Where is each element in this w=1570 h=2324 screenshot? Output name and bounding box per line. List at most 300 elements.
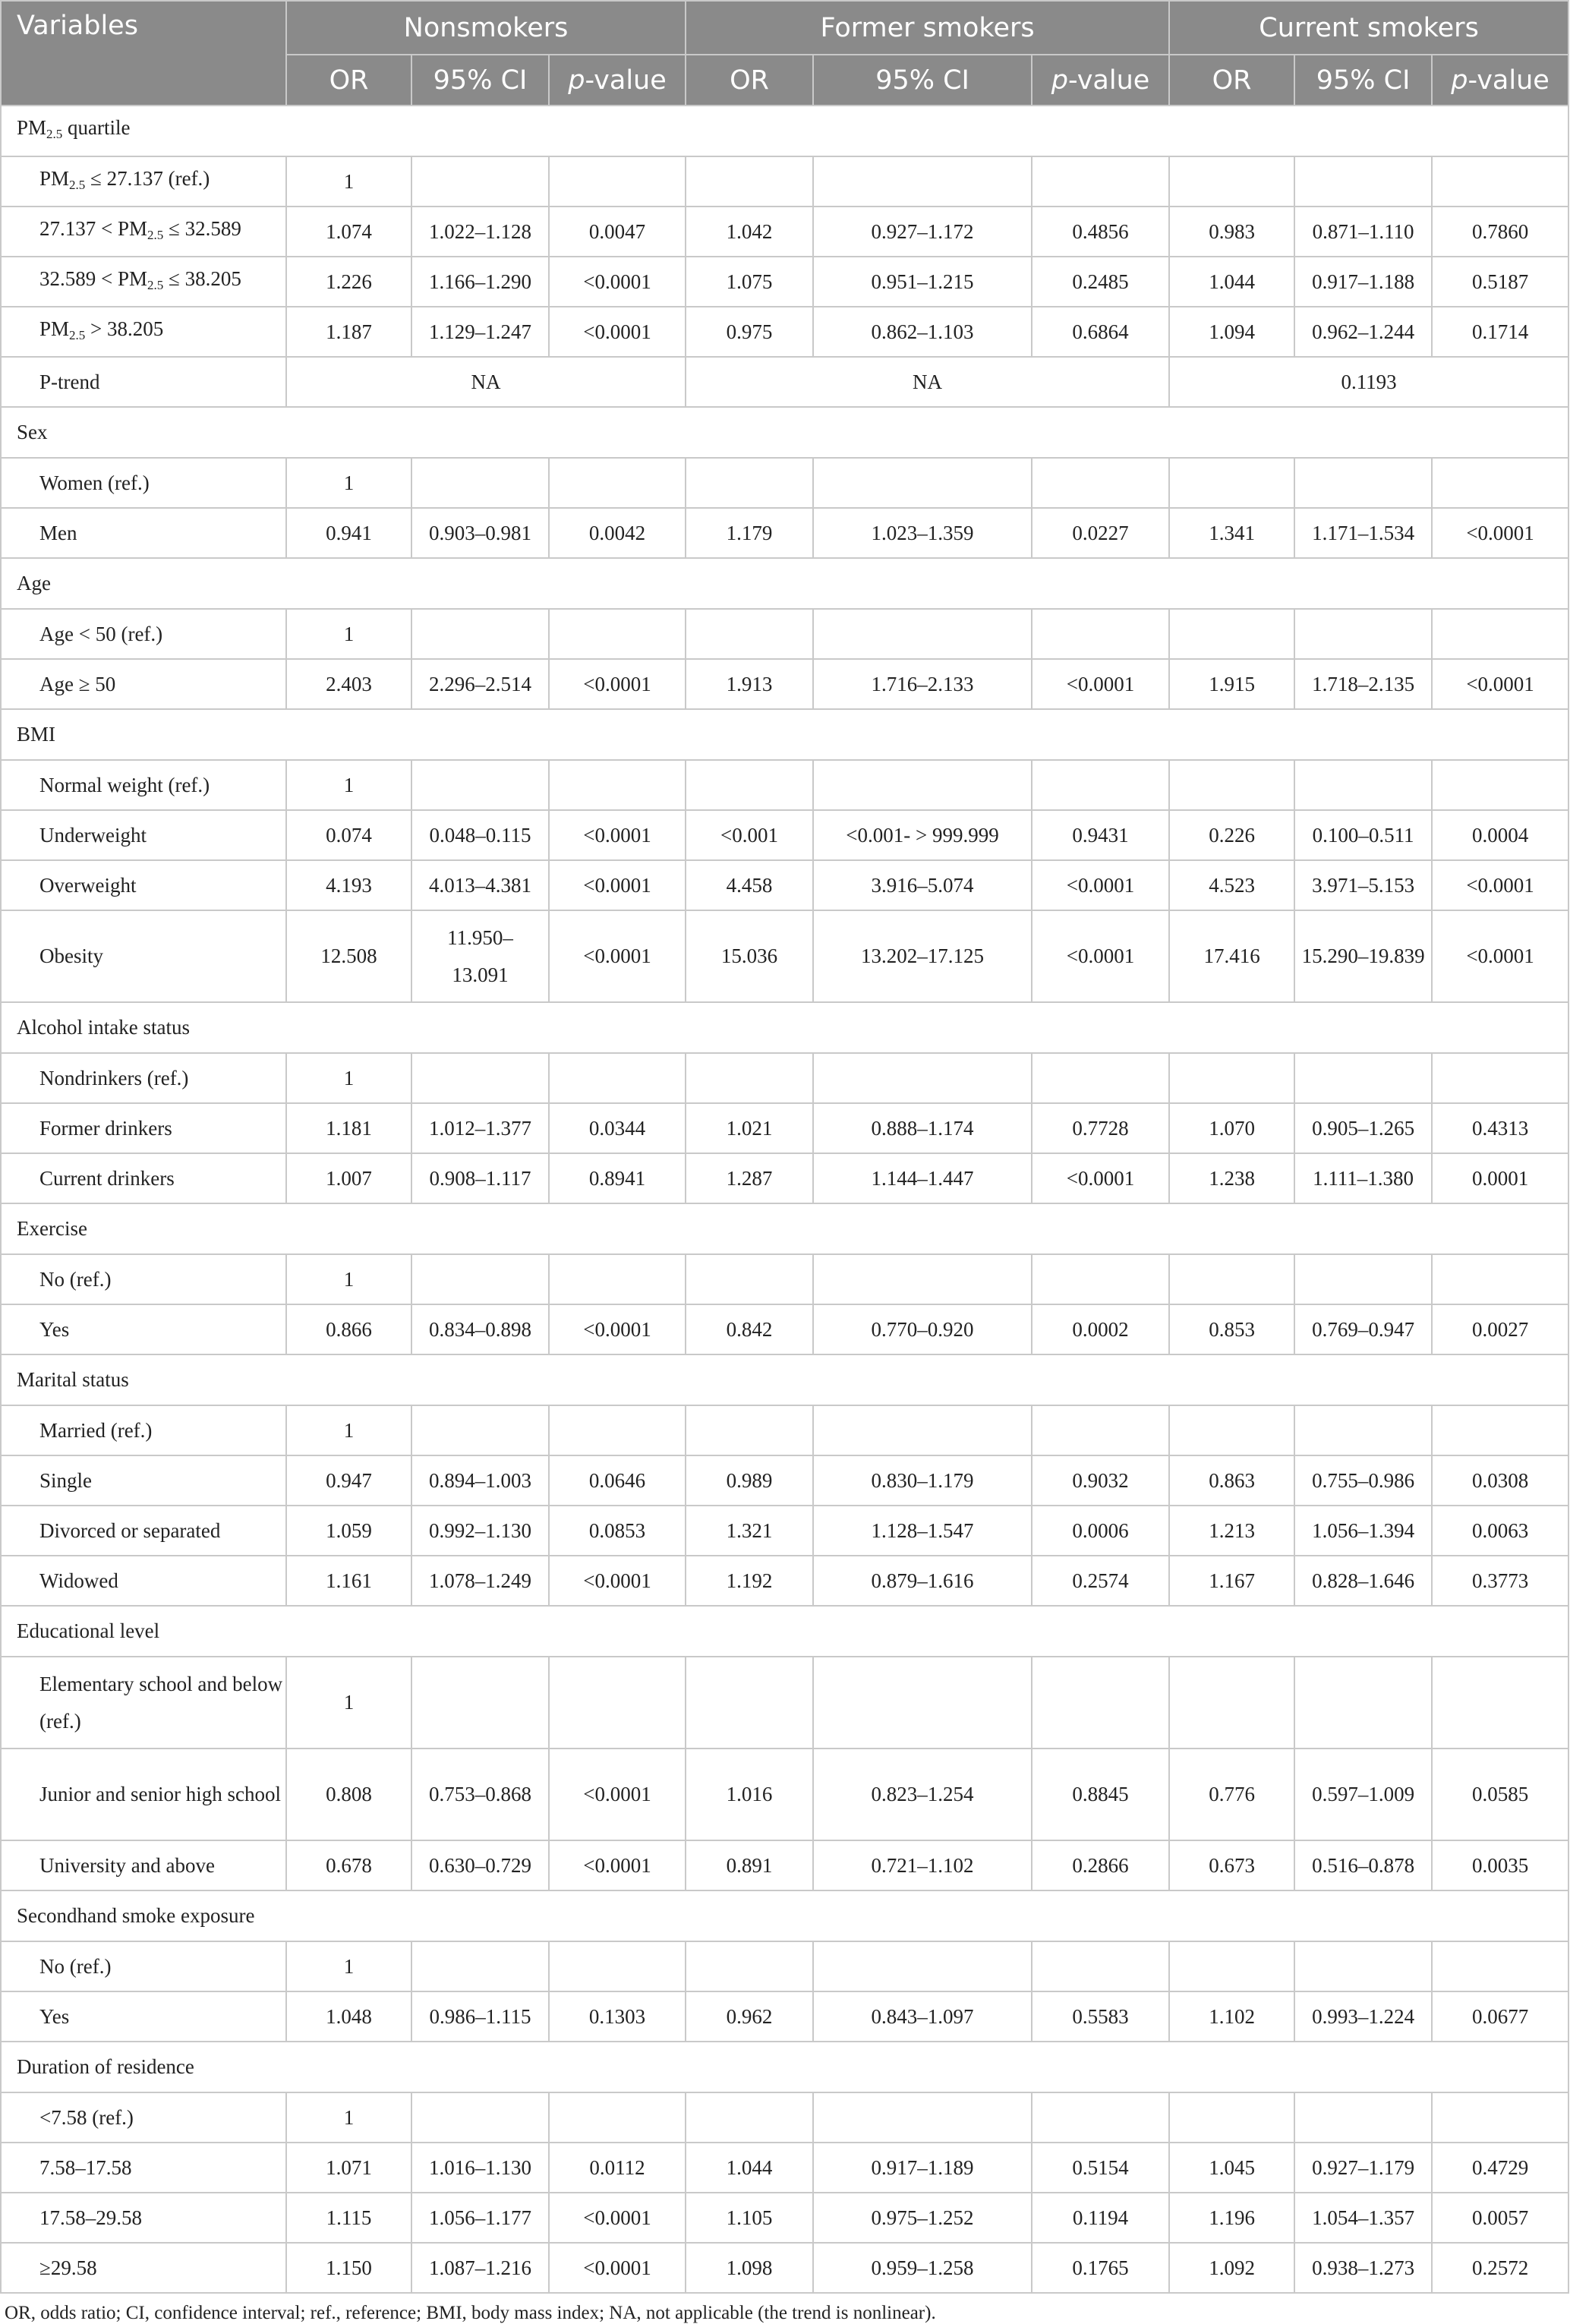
value-cell: 1.238 (1169, 1153, 1294, 1203)
value-cell: 1 (286, 609, 411, 659)
value-cell: 0.516–0.878 (1294, 1840, 1432, 1890)
value-cell: 1.171–1.534 (1294, 508, 1432, 558)
variables-header: Variables (1, 1, 286, 106)
value-cell: 0.4729 (1432, 2143, 1568, 2193)
subheader-p-value (1032, 55, 1169, 106)
value-cell (1294, 2092, 1432, 2143)
value-cell: 1.092 (1169, 2243, 1294, 2293)
value-cell: 1.213 (1169, 1506, 1294, 1556)
value-cell: 0.0006 (1032, 1506, 1169, 1556)
value-cell (549, 1941, 686, 1991)
value-cell: 1.115 (286, 2193, 411, 2243)
value-cell: 1.087–1.216 (411, 2243, 549, 2293)
value-cell (686, 609, 813, 659)
value-cell: 1 (286, 1657, 411, 1749)
row-label: Junior and senior high school (1, 1749, 286, 1840)
value-cell: 0.992–1.130 (411, 1506, 549, 1556)
value-cell: 1.016–1.130 (411, 2143, 549, 2193)
value-cell: <0.0001 (1432, 508, 1568, 558)
value-cell: 1.102 (1169, 1991, 1294, 2042)
section-title: Age (1, 558, 1568, 609)
value-cell (1294, 156, 1432, 207)
value-cell: 2.403 (286, 659, 411, 709)
value-cell: <0.0001 (549, 257, 686, 307)
value-cell (1169, 156, 1294, 207)
value-cell: <0.0001 (549, 1840, 686, 1890)
group-header-former-smokers: Former smokers (686, 1, 1169, 55)
value-cell (549, 1405, 686, 1455)
value-cell: 0.0344 (549, 1103, 686, 1153)
p-trend-cell: NA (286, 357, 686, 407)
p-trend-cell: NA (686, 357, 1169, 407)
row-label: Yes (1, 1991, 286, 2042)
value-cell: 0.770–0.920 (813, 1304, 1032, 1354)
value-cell: 0.630–0.729 (411, 1840, 549, 1890)
value-cell: 0.862–1.103 (813, 307, 1032, 357)
value-cell: <0.0001 (549, 860, 686, 910)
table-row (1, 307, 1568, 357)
value-cell: 1.167 (1169, 1556, 1294, 1606)
value-cell (1294, 1053, 1432, 1103)
value-cell: 0.959–1.258 (813, 2243, 1032, 2293)
value-cell: 0.100–0.511 (1294, 810, 1432, 860)
value-cell (686, 156, 813, 207)
value-cell: 0.226 (1169, 810, 1294, 860)
value-cell (1432, 1053, 1568, 1103)
value-cell (686, 1254, 813, 1304)
value-cell (813, 609, 1032, 659)
value-cell: 0.9032 (1032, 1455, 1169, 1506)
value-cell: 0.0001 (1432, 1153, 1568, 1203)
value-cell: 0.975–1.252 (813, 2193, 1032, 2243)
value-cell: 0.853 (1169, 1304, 1294, 1354)
value-cell: 1.094 (1169, 307, 1294, 357)
value-cell (549, 458, 686, 508)
p-value-suffix: -value (1468, 65, 1550, 96)
value-cell: 0.9431 (1032, 810, 1169, 860)
value-cell: <0.0001 (549, 910, 686, 1002)
value-cell (1294, 1254, 1432, 1304)
value-cell: 1.181 (286, 1103, 411, 1153)
value-cell: 0.678 (286, 1840, 411, 1890)
value-cell: 0.843–1.097 (813, 1991, 1032, 2042)
value-cell: 0.823–1.254 (813, 1749, 1032, 1840)
value-cell: 1.007 (286, 1153, 411, 1203)
value-cell (549, 1053, 686, 1103)
value-cell: <0.0001 (549, 810, 686, 860)
value-cell (549, 760, 686, 810)
table-row (1, 257, 1568, 307)
value-cell: 0.905–1.265 (1294, 1103, 1432, 1153)
value-cell: <0.001- > 999.999 (813, 810, 1032, 860)
value-cell: 1.012–1.377 (411, 1103, 549, 1153)
value-cell: 0.2866 (1032, 1840, 1169, 1890)
value-cell: 2.296–2.514 (411, 659, 549, 709)
value-cell (411, 1053, 549, 1103)
value-cell: 1.070 (1169, 1103, 1294, 1153)
table-row (1, 1405, 1568, 1455)
value-cell: 0.0057 (1432, 2193, 1568, 2243)
table-body (1, 106, 1568, 2293)
value-cell: 1 (286, 1254, 411, 1304)
p-italic: p (1451, 65, 1468, 96)
value-cell (411, 458, 549, 508)
table-row (1, 910, 1568, 1002)
table-row (1, 1840, 1568, 1890)
row-label: Age ≥ 50 (1, 659, 286, 709)
value-cell: 0.989 (686, 1455, 813, 1506)
value-cell: 0.4856 (1032, 207, 1169, 257)
value-cell (411, 1657, 549, 1749)
value-cell: 1.150 (286, 2243, 411, 2293)
section-title: Sex (1, 407, 1568, 458)
value-cell: 1.179 (686, 508, 813, 558)
value-cell: 1.111–1.380 (1294, 1153, 1432, 1203)
value-cell: 0.917–1.189 (813, 2143, 1032, 2193)
section-row (1, 709, 1568, 760)
group-header-current-smokers: Current smokers (1169, 1, 1568, 55)
value-cell (1169, 1657, 1294, 1749)
value-cell: 0.888–1.174 (813, 1103, 1032, 1153)
value-cell: 0.983 (1169, 207, 1294, 257)
value-cell: 0.975 (686, 307, 813, 357)
row-label: Widowed (1, 1556, 286, 1606)
table-row (1, 1304, 1568, 1354)
value-cell (1169, 1254, 1294, 1304)
subheader-95ci: 95% CI (411, 55, 549, 106)
section-title: Duration of residence (1, 2042, 1568, 2092)
value-cell: <0.0001 (1432, 860, 1568, 910)
value-cell: 4.458 (686, 860, 813, 910)
value-cell (1032, 1657, 1169, 1749)
value-cell (411, 609, 549, 659)
row-label: Former drinkers (1, 1103, 286, 1153)
value-cell: 0.4313 (1432, 1103, 1568, 1153)
value-cell: 0.894–1.003 (411, 1455, 549, 1506)
value-cell: <0.0001 (549, 1749, 686, 1840)
value-cell: 0.941 (286, 508, 411, 558)
value-cell: 0.808 (286, 1749, 411, 1840)
value-cell (1032, 156, 1169, 207)
value-cell: 1 (286, 1053, 411, 1103)
value-cell (686, 2092, 813, 2143)
value-cell (1169, 760, 1294, 810)
value-cell (813, 760, 1032, 810)
table-row (1, 1749, 1568, 1840)
value-cell: 0.753–0.868 (411, 1749, 549, 1840)
value-cell: 0.5583 (1032, 1991, 1169, 2042)
value-cell (411, 2092, 549, 2143)
value-cell: 4.013–4.381 (411, 860, 549, 910)
value-cell (1432, 609, 1568, 659)
table-row (1, 1053, 1568, 1103)
value-cell: 4.193 (286, 860, 411, 910)
table-row (1, 1506, 1568, 1556)
value-cell: <0.0001 (549, 2193, 686, 2243)
value-cell: 0.0004 (1432, 810, 1568, 860)
table-footnote: OR, odds ratio; CI, confidence interval; ref., reference; BMI, body mass index; NA, not applicable (the trend is nonlinear). (5, 2303, 936, 2323)
row-label: Nondrinkers (ref.) (1, 1053, 286, 1103)
value-cell: 0.5154 (1032, 2143, 1169, 2193)
value-cell: 1.716–2.133 (813, 659, 1032, 709)
value-cell (686, 1405, 813, 1455)
value-cell: 0.0112 (549, 2143, 686, 2193)
value-cell: 0.776 (1169, 1749, 1294, 1840)
table-row (1, 156, 1568, 207)
value-cell: 0.917–1.188 (1294, 257, 1432, 307)
value-cell: 1.074 (286, 207, 411, 257)
value-cell (686, 458, 813, 508)
value-cell: <0.0001 (549, 1556, 686, 1606)
value-cell (1294, 1941, 1432, 1991)
value-cell: 0.0646 (549, 1455, 686, 1506)
value-cell: 3.916–5.074 (813, 860, 1032, 910)
table-row (1, 1153, 1568, 1203)
value-cell (1032, 760, 1169, 810)
row-label: Age < 50 (ref.) (1, 609, 286, 659)
value-cell: 0.074 (286, 810, 411, 860)
value-cell (1032, 1941, 1169, 1991)
value-cell (1294, 1405, 1432, 1455)
table-row (1, 2243, 1568, 2293)
table-row (1, 1254, 1568, 1304)
value-cell: 13.202–17.125 (813, 910, 1032, 1002)
row-label: Divorced or separated (1, 1506, 286, 1556)
row-label: University and above (1, 1840, 286, 1890)
value-cell: 1.915 (1169, 659, 1294, 709)
value-cell (1294, 760, 1432, 810)
value-cell: 3.971–5.153 (1294, 860, 1432, 910)
value-cell (1432, 2092, 1568, 2143)
value-cell: 0.927–1.172 (813, 207, 1032, 257)
table-row (1, 1103, 1568, 1153)
value-cell: 0.962–1.244 (1294, 307, 1432, 357)
section-title: Marital status (1, 1354, 1568, 1405)
value-cell (1432, 156, 1568, 207)
row-label: Obesity (1, 910, 286, 1002)
value-cell: 0.0677 (1432, 1991, 1568, 2042)
value-cell: <0.0001 (549, 659, 686, 709)
value-cell (1432, 1941, 1568, 1991)
row-label: 7.58–17.58 (1, 2143, 286, 2193)
value-cell: 0.2485 (1032, 257, 1169, 307)
value-cell: 0.5187 (1432, 257, 1568, 307)
row-label: Yes (1, 1304, 286, 1354)
value-cell: 1 (286, 458, 411, 508)
value-cell: 1.023–1.359 (813, 508, 1032, 558)
value-cell (1432, 1405, 1568, 1455)
value-cell: 1.042 (686, 207, 813, 257)
value-cell: 0.6864 (1032, 307, 1169, 357)
value-cell: 0.8941 (549, 1153, 686, 1203)
value-cell: 0.0063 (1432, 1506, 1568, 1556)
value-cell (686, 1053, 813, 1103)
value-cell: <0.0001 (1032, 659, 1169, 709)
value-cell: 1.098 (686, 2243, 813, 2293)
value-cell (1169, 609, 1294, 659)
value-cell: 0.1303 (549, 1991, 686, 2042)
section-row (1, 407, 1568, 458)
value-cell (549, 156, 686, 207)
value-cell: 0.962 (686, 1991, 813, 2042)
value-cell: 1.128–1.547 (813, 1506, 1032, 1556)
value-cell: 1.196 (1169, 2193, 1294, 2243)
value-cell: 1.718–2.135 (1294, 659, 1432, 709)
value-cell: 0.834–0.898 (411, 1304, 549, 1354)
value-cell: 0.891 (686, 1840, 813, 1890)
table-row (1, 458, 1568, 508)
table-row (1, 2143, 1568, 2193)
p-value-suffix: -value (1068, 65, 1150, 96)
value-cell (813, 1657, 1032, 1749)
value-cell (686, 1657, 813, 1749)
p-value-suffix: -value (585, 65, 667, 96)
value-cell: 1.021 (686, 1103, 813, 1153)
row-label: $PM_{2.5} \le 27.137$ (ref.) (1, 156, 286, 207)
value-cell: 0.1765 (1032, 2243, 1169, 2293)
value-cell: <0.0001 (1032, 910, 1169, 1002)
p-trend-cell: 0.1193 (1169, 357, 1568, 407)
value-cell: 0.903–0.981 (411, 508, 549, 558)
value-cell: 1.192 (686, 1556, 813, 1606)
table-header (1, 1, 1568, 106)
table-row (1, 1941, 1568, 1991)
value-cell: 11.950–13.091 (411, 910, 549, 1002)
value-cell (1032, 1053, 1169, 1103)
value-cell (1032, 1254, 1169, 1304)
section-row (1, 1606, 1568, 1657)
value-cell: 1.144–1.447 (813, 1153, 1032, 1203)
value-cell (686, 1941, 813, 1991)
section-title: $PM_{2.5}$ quartile (1, 106, 1568, 156)
value-cell: 0.755–0.986 (1294, 1455, 1432, 1506)
value-cell: <0.0001 (1032, 860, 1169, 910)
value-cell: 0.828–1.646 (1294, 1556, 1432, 1606)
value-cell: 1 (286, 760, 411, 810)
table-row (1, 207, 1568, 257)
value-cell: 1.044 (686, 2143, 813, 2193)
table-row (1, 357, 1568, 407)
value-cell: 0.879–1.616 (813, 1556, 1032, 1606)
value-cell (549, 2092, 686, 2143)
row-label: Married (ref.) (1, 1405, 286, 1455)
row-label: No (ref.) (1, 1254, 286, 1304)
value-cell (1032, 609, 1169, 659)
section-title: BMI (1, 709, 1568, 760)
table-row (1, 2092, 1568, 2143)
value-cell (411, 760, 549, 810)
table-row (1, 860, 1568, 910)
row-label: Underweight (1, 810, 286, 860)
value-cell: 0.1194 (1032, 2193, 1169, 2243)
value-cell: 0.7860 (1432, 207, 1568, 257)
subheader-p-value (549, 55, 686, 106)
value-cell: 0.908–1.117 (411, 1153, 549, 1203)
row-label: No (ref.) (1, 1941, 286, 1991)
value-cell: 0.1714 (1432, 307, 1568, 357)
value-cell: 0.0035 (1432, 1840, 1568, 1890)
value-cell (813, 1941, 1032, 1991)
table-row (1, 2193, 1568, 2243)
value-cell: 0.0585 (1432, 1749, 1568, 1840)
value-cell: 1 (286, 1405, 411, 1455)
value-cell: 0.7728 (1032, 1103, 1169, 1153)
section-row (1, 106, 1568, 156)
value-cell: 0.830–1.179 (813, 1455, 1032, 1506)
value-cell: 12.508 (286, 910, 411, 1002)
row-label: Current drinkers (1, 1153, 286, 1203)
row-label: Elementary school and below (ref.) (1, 1657, 286, 1749)
value-cell: 1 (286, 156, 411, 207)
value-cell: 0.0042 (549, 508, 686, 558)
value-cell (1169, 458, 1294, 508)
value-cell (411, 1941, 549, 1991)
value-cell: <0.001 (686, 810, 813, 860)
section-title: Educational level (1, 1606, 1568, 1657)
section-row (1, 1890, 1568, 1941)
value-cell: 0.0027 (1432, 1304, 1568, 1354)
value-cell: 0.2572 (1432, 2243, 1568, 2293)
row-label: $PM_{2.5} > 38.205$ (1, 307, 286, 357)
section-row (1, 1203, 1568, 1254)
value-cell: 0.769–0.947 (1294, 1304, 1432, 1354)
value-cell (813, 1405, 1032, 1455)
value-cell (1294, 1657, 1432, 1749)
table-row (1, 1556, 1568, 1606)
value-cell: 1 (286, 2092, 411, 2143)
value-cell: 1.048 (286, 1991, 411, 2042)
subheader-95ci: 95% CI (1294, 55, 1432, 106)
value-cell (1432, 1254, 1568, 1304)
value-cell: 0.2574 (1032, 1556, 1169, 1606)
value-cell: <0.0001 (1032, 1153, 1169, 1203)
section-title: Alcohol intake status (1, 1002, 1568, 1053)
value-cell (1432, 458, 1568, 508)
value-cell: 1.054–1.357 (1294, 2193, 1432, 2243)
value-cell: 0.0047 (549, 207, 686, 257)
value-cell: 1.321 (686, 1506, 813, 1556)
row-label: Normal weight (ref.) (1, 760, 286, 810)
value-cell: 1.075 (686, 257, 813, 307)
section-row (1, 1354, 1568, 1405)
value-cell: 0.863 (1169, 1455, 1294, 1506)
value-cell (1032, 1405, 1169, 1455)
value-cell (1169, 2092, 1294, 2143)
value-cell (549, 1254, 686, 1304)
row-label: Women (ref.) (1, 458, 286, 508)
value-cell: 1.129–1.247 (411, 307, 549, 357)
subheader-or: OR (686, 55, 813, 106)
row-label: Single (1, 1455, 286, 1506)
value-cell: 0.951–1.215 (813, 257, 1032, 307)
value-cell: 0.993–1.224 (1294, 1991, 1432, 2042)
value-cell: 1.166–1.290 (411, 257, 549, 307)
value-cell: 0.048–0.115 (411, 810, 549, 860)
value-cell (411, 156, 549, 207)
value-cell: 0.0308 (1432, 1455, 1568, 1506)
value-cell: 17.416 (1169, 910, 1294, 1002)
value-cell: 4.523 (1169, 860, 1294, 910)
table-row (1, 760, 1568, 810)
value-cell (813, 1053, 1032, 1103)
section-title: Secondhand smoke exposure (1, 1890, 1568, 1941)
value-cell (1294, 458, 1432, 508)
value-cell (411, 1254, 549, 1304)
subheader-or: OR (1169, 55, 1294, 106)
row-label: $32.589 < PM_{2.5} \le 38.205$ (1, 257, 286, 307)
value-cell: 0.947 (286, 1455, 411, 1506)
value-cell (1432, 1657, 1568, 1749)
